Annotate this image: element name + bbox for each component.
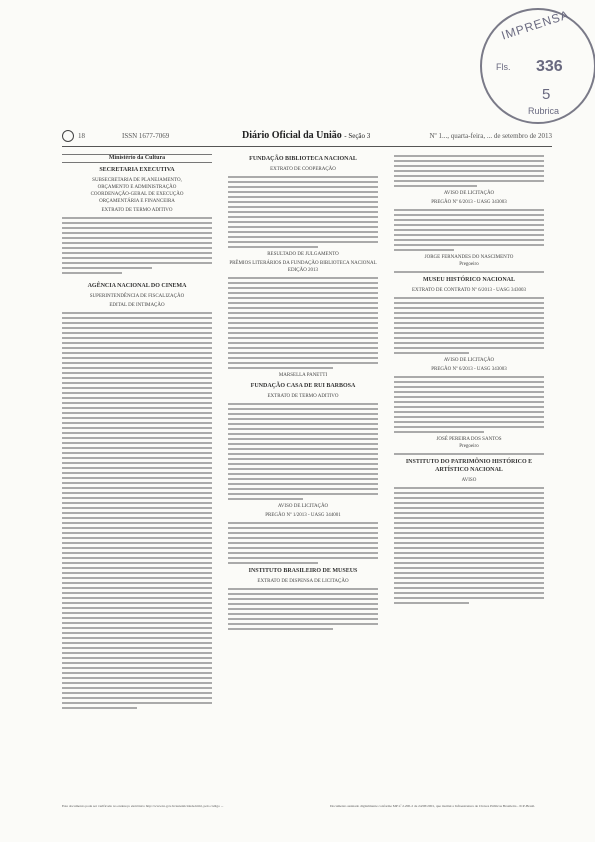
- text-line: [62, 272, 122, 274]
- text-line: [394, 497, 544, 499]
- text-line: [62, 587, 212, 589]
- text-line: [62, 382, 212, 384]
- text-line: [394, 386, 544, 388]
- text-line: [228, 498, 303, 500]
- text-line: [62, 242, 212, 244]
- contract-title: EXTRATO DE TERMO ADITIVO: [267, 394, 339, 399]
- column-1: [62, 152, 212, 712]
- text-line: [394, 401, 544, 403]
- text-line: [62, 237, 212, 239]
- text-line: [62, 677, 212, 679]
- text-line: [228, 552, 378, 554]
- text-line: [394, 214, 544, 216]
- text-line: [228, 347, 378, 349]
- text-line: [62, 362, 212, 364]
- text-line: [228, 418, 378, 420]
- text-line: [62, 437, 212, 439]
- text-line: [394, 180, 544, 182]
- text-line: [228, 357, 378, 359]
- text-block: [228, 522, 378, 564]
- column-3: [394, 152, 544, 607]
- text-line: [62, 607, 212, 609]
- text-line: [394, 507, 544, 509]
- text-line: [62, 312, 212, 314]
- stamp-top-text: IMPRENSA: [499, 7, 572, 43]
- journal-name: Diário Oficial da União: [242, 130, 342, 141]
- text-line: [62, 627, 212, 629]
- text-line: [394, 562, 544, 564]
- text-line: [62, 432, 212, 434]
- text-line: [228, 297, 378, 299]
- text-line: [62, 372, 212, 374]
- text-line: [62, 592, 212, 594]
- text-line: [62, 662, 212, 664]
- coat-of-arms-icon: [62, 130, 74, 142]
- text-line: [394, 165, 544, 167]
- text-line: [62, 227, 212, 229]
- text-line: [228, 522, 378, 524]
- text-line: [394, 244, 544, 246]
- iphan-heading: INSTITUTO DO PATRIMÔNIO HISTÓRICO E ARTÍSTICO NACIONAL: [405, 459, 533, 473]
- text-line: [62, 347, 212, 349]
- page-number: 18: [78, 132, 85, 140]
- text-line: [394, 271, 544, 273]
- text-line: [62, 217, 212, 219]
- text-line: [228, 332, 378, 334]
- text-line: [62, 647, 212, 649]
- text-line: [228, 231, 378, 233]
- text-line: [394, 522, 544, 524]
- text-line: [394, 557, 544, 559]
- text-line: [394, 160, 544, 162]
- text-line: [394, 391, 544, 393]
- text-line: [228, 312, 378, 314]
- text-line: [62, 317, 212, 319]
- text-line: [394, 542, 544, 544]
- text-line: [394, 209, 544, 211]
- text-line: [228, 542, 378, 544]
- text-line: [228, 453, 378, 455]
- fbn-heading: FUNDAÇÃO BIBLIOTECA NACIONAL: [249, 156, 357, 162]
- text-line: [62, 617, 212, 619]
- text-line: [62, 667, 212, 669]
- text-line: [394, 185, 477, 187]
- text-block: [394, 487, 544, 604]
- text-line: [62, 547, 212, 549]
- text-line: [228, 448, 378, 450]
- agency-heading: AGÊNCIA NACIONAL DO CINEMA: [87, 283, 187, 290]
- text-line: [228, 488, 378, 490]
- signer-name: JOSÉ PEREIRA DOS SANTOS: [436, 437, 502, 442]
- text-line: [62, 262, 212, 264]
- text-line: [228, 423, 378, 425]
- pregao-title: PREGÃO Nº 1/2013 - UASG 344001: [265, 513, 341, 518]
- text-line: [228, 337, 378, 339]
- text-line: [62, 502, 212, 504]
- text-line: [62, 232, 212, 234]
- text-line: [62, 467, 212, 469]
- text-line: [62, 497, 212, 499]
- text-line: [394, 307, 544, 309]
- text-line: [228, 186, 378, 188]
- text-line: [62, 572, 212, 574]
- text-line: [62, 222, 212, 224]
- text-line: [394, 332, 544, 334]
- text-line: [228, 241, 378, 243]
- text-block: [394, 155, 544, 187]
- text-line: [394, 416, 544, 418]
- text-line: [228, 302, 378, 304]
- text-line: [394, 492, 544, 494]
- text-line: [228, 463, 378, 465]
- text-line: [62, 542, 212, 544]
- text-line: [62, 407, 212, 409]
- text-line: [228, 292, 378, 294]
- text-line: [62, 462, 212, 464]
- text-line: [62, 512, 212, 514]
- text-line: [228, 413, 378, 415]
- text-line: [62, 582, 212, 584]
- text-line: [228, 226, 378, 228]
- signer-role: Pregoeiro: [459, 262, 479, 267]
- text-line: [62, 357, 212, 359]
- ministry-heading: Ministério da Cultura: [62, 154, 212, 163]
- text-line: [394, 552, 544, 554]
- text-line: [228, 181, 378, 183]
- text-line: [62, 537, 212, 539]
- text-block: [394, 297, 544, 354]
- text-line: [394, 155, 544, 157]
- aviso-title: AVISO DE LICITAÇÃO: [443, 358, 495, 363]
- text-line: [394, 229, 544, 231]
- text-block: [394, 376, 544, 433]
- text-line: [62, 457, 212, 459]
- footer-left: Este documento pode ser verificado no endereço eletrônico http://www.in.gov.br/autenticidade.html, pelo código ...: [62, 804, 224, 808]
- text-line: [62, 487, 212, 489]
- text-line: [228, 547, 378, 549]
- aviso-title: AVISO DE LICITAÇÃO: [277, 504, 329, 509]
- stamp-folio-label: Fls.: [496, 62, 511, 72]
- aviso-title: AVISO: [461, 478, 477, 483]
- text-line: [228, 196, 378, 198]
- text-line: [394, 527, 544, 529]
- text-line: [394, 224, 544, 226]
- text-line: [62, 707, 137, 709]
- text-line: [394, 302, 544, 304]
- text-line: [228, 588, 378, 590]
- page-header: [62, 130, 552, 146]
- text-line: [228, 277, 378, 279]
- text-line: [228, 603, 378, 605]
- text-line: [394, 572, 544, 574]
- text-line: [62, 522, 212, 524]
- text-block: [228, 588, 378, 630]
- issn: ISSN 1677-7069: [122, 132, 170, 140]
- text-line: [62, 367, 212, 369]
- text-line: [394, 297, 544, 299]
- stamp-number: 336: [536, 58, 563, 75]
- text-line: [62, 507, 212, 509]
- text-line: [394, 547, 544, 549]
- text-line: [228, 221, 378, 223]
- text-line: [228, 593, 378, 595]
- text-line: [394, 512, 544, 514]
- text-line: [228, 367, 333, 369]
- text-line: [62, 702, 212, 704]
- text-line: [228, 473, 378, 475]
- journal-section: - Seção 3: [344, 132, 371, 140]
- text-line: [394, 517, 544, 519]
- text-line: [228, 478, 378, 480]
- text-line: [62, 672, 212, 674]
- aviso-title: AVISO DE LICITAÇÃO: [443, 191, 495, 196]
- text-line: [62, 697, 212, 699]
- text-line: [62, 567, 212, 569]
- text-line: [228, 322, 378, 324]
- text-line: [62, 257, 212, 259]
- signer-name: JORGE FERNANDES DO NASCIMENTO: [424, 255, 514, 260]
- text-line: [394, 376, 544, 378]
- text-line: [394, 602, 469, 604]
- cooperation-title: EXTRATO DE COOPERAÇÃO: [270, 167, 336, 172]
- text-line: [62, 442, 212, 444]
- text-line: [394, 249, 454, 251]
- secretaria-heading: SECRETARIA EXECUTIVA: [99, 167, 175, 174]
- text-line: [228, 557, 378, 559]
- text-line: [228, 362, 378, 364]
- text-line: [228, 428, 378, 430]
- text-line: [394, 532, 544, 534]
- text-line: [228, 327, 378, 329]
- text-line: [62, 652, 212, 654]
- text-line: [228, 532, 378, 534]
- text-line: [394, 502, 544, 504]
- stamp-sheet: 5: [542, 86, 551, 103]
- edital-title: EDITAL DE INTIMAÇÃO: [109, 303, 165, 309]
- footer-right: Documento assinado digitalmente conforme MP nº 2.200-2 de 24/08/2001, que institui a Infraestrutura de Chaves Públicas Brasileira - ICP-Brasil.: [330, 804, 536, 808]
- subsecretaria-1: SUBSECRETARIA DE PLANEJAMENTO,: [92, 178, 182, 184]
- text-line: [228, 211, 378, 213]
- text-line: [394, 421, 544, 423]
- protocol-stamp: [480, 8, 595, 124]
- text-block: [62, 312, 212, 709]
- text-line: [62, 517, 212, 519]
- text-line: [62, 642, 212, 644]
- text-line: [62, 682, 212, 684]
- text-line: [228, 317, 378, 319]
- text-line: [62, 477, 212, 479]
- text-line: [394, 567, 544, 569]
- text-line: [394, 587, 544, 589]
- text-line: [62, 267, 152, 269]
- text-line: [228, 246, 318, 248]
- text-line: [62, 412, 212, 414]
- text-line: [228, 613, 378, 615]
- text-line: [394, 396, 544, 398]
- dispensa-title: EXTRATO DE DISPENSA DE LICITAÇÃO: [257, 579, 349, 584]
- text-line: [394, 406, 544, 408]
- text-line: [62, 377, 212, 379]
- text-line: [62, 552, 212, 554]
- text-line: [62, 562, 212, 564]
- text-line: [62, 327, 212, 329]
- header-rule: [62, 146, 552, 147]
- text-line: [228, 562, 318, 564]
- text-line: [394, 381, 544, 383]
- text-line: [228, 618, 378, 620]
- text-line: [62, 252, 212, 254]
- text-line: [228, 216, 378, 218]
- text-line: [394, 426, 544, 428]
- text-line: [62, 532, 212, 534]
- text-line: [394, 322, 544, 324]
- text-line: [228, 282, 378, 284]
- text-line: [228, 201, 378, 203]
- text-line: [62, 692, 212, 694]
- text-line: [62, 602, 212, 604]
- text-line: [62, 557, 212, 559]
- text-line: [394, 597, 544, 599]
- text-block: [62, 217, 212, 274]
- text-block: [228, 277, 378, 369]
- text-line: [62, 657, 212, 659]
- text-line: [62, 247, 212, 249]
- text-line: [394, 342, 544, 344]
- text-line: [228, 403, 378, 405]
- text-line: [62, 352, 212, 354]
- text-line: [228, 287, 378, 289]
- text-line: [62, 687, 212, 689]
- journal-title: [242, 130, 370, 141]
- stamp-bottom-text: Rubrica: [528, 106, 560, 116]
- text-line: [394, 337, 544, 339]
- text-line: [228, 628, 333, 630]
- text-line: [394, 175, 544, 177]
- text-line: [62, 392, 212, 394]
- text-line: [394, 352, 469, 354]
- text-line: [62, 527, 212, 529]
- text-line: [228, 236, 378, 238]
- text-line: [394, 577, 544, 579]
- ibram-heading: INSTITUTO BRASILEIRO DE MUSEUS: [248, 568, 358, 574]
- text-line: [62, 472, 212, 474]
- text-line: [228, 443, 378, 445]
- extract-title: EXTRATO DE TERMO ADITIVO: [101, 208, 173, 214]
- text-line: [228, 623, 378, 625]
- resultado-title: RESULTADO DE JULGAMENTO: [267, 252, 339, 257]
- text-line: [62, 622, 212, 624]
- agency-subheading: SUPERINTENDÊNCIA DE FISCALIZAÇÃO: [89, 294, 185, 300]
- text-line: [62, 612, 212, 614]
- text-line: [394, 592, 544, 594]
- subsecretaria-4: ORÇAMENTÁRIA E FINANCEIRA: [99, 199, 175, 205]
- text-line: [62, 427, 212, 429]
- text-block: [394, 209, 544, 251]
- text-line: [228, 493, 378, 495]
- issue-date: Nº 1..., quarta-feira, ... de setembro de 2013: [429, 132, 552, 140]
- text-line: [228, 352, 378, 354]
- text-line: [228, 598, 378, 600]
- text-line: [394, 327, 544, 329]
- text-line: [394, 170, 544, 172]
- text-line: [394, 317, 544, 319]
- text-line: [228, 307, 378, 309]
- text-line: [62, 482, 212, 484]
- text-line: [62, 342, 212, 344]
- text-line: [62, 492, 212, 494]
- text-block: [228, 176, 378, 248]
- rui-barbosa-heading: FUNDAÇÃO CASA DE RUI BARBOSA: [250, 383, 356, 389]
- text-line: [228, 468, 378, 470]
- signer-name: MARSELLA PANETTI: [278, 373, 328, 378]
- text-line: [62, 597, 212, 599]
- text-line: [228, 191, 378, 193]
- text-line: [394, 411, 544, 413]
- text-line: [228, 537, 378, 539]
- premios-title: PRÊMIOS LITERÁRIOS DA FUNDAÇÃO BIBLIOTECA NACIONAL EDIÇÃO 2013: [229, 261, 377, 273]
- text-line: [394, 487, 544, 489]
- text-line: [62, 402, 212, 404]
- text-line: [394, 537, 544, 539]
- text-line: [394, 453, 544, 455]
- text-line: [228, 608, 378, 610]
- text-line: [228, 342, 378, 344]
- text-line: [394, 347, 544, 349]
- pregao-title: PREGÃO Nº 6/2013 - UASG 343003: [431, 200, 507, 205]
- text-line: [228, 176, 378, 178]
- text-line: [228, 527, 378, 529]
- text-line: [228, 433, 378, 435]
- text-line: [62, 322, 212, 324]
- text-line: [228, 438, 378, 440]
- mhn-heading: MUSEU HISTÓRICO NACIONAL: [422, 277, 515, 283]
- text-block: [228, 403, 378, 500]
- text-line: [62, 447, 212, 449]
- column-2: [228, 152, 378, 633]
- text-line: [394, 219, 544, 221]
- text-line: [62, 387, 212, 389]
- text-line: [228, 483, 378, 485]
- text-line: [62, 632, 212, 634]
- subsecretaria-3: COORDENAÇÃO-GERAL DE EXECUÇÃO: [90, 192, 184, 198]
- text-line: [228, 458, 378, 460]
- text-line: [62, 452, 212, 454]
- text-line: [394, 582, 544, 584]
- subsecretaria-2: ORÇAMENTO E ADMINISTRAÇÃO: [97, 185, 177, 191]
- text-line: [62, 417, 212, 419]
- pregao-title: PREGÃO Nº 6/2013 - UASG 343003: [431, 367, 507, 372]
- text-line: [62, 332, 212, 334]
- text-line: [62, 397, 212, 399]
- text-line: [394, 431, 484, 433]
- text-line: [394, 312, 544, 314]
- text-line: [394, 234, 544, 236]
- signer-role: Pregoeiro: [459, 444, 479, 449]
- contract-title: EXTRATO DE CONTRATO Nº 6/2013 - UASG 343003: [411, 288, 526, 293]
- text-line: [62, 637, 212, 639]
- text-line: [228, 206, 378, 208]
- text-line: [228, 408, 378, 410]
- text-line: [62, 577, 212, 579]
- text-line: [62, 422, 212, 424]
- text-line: [394, 239, 544, 241]
- text-line: [62, 337, 212, 339]
